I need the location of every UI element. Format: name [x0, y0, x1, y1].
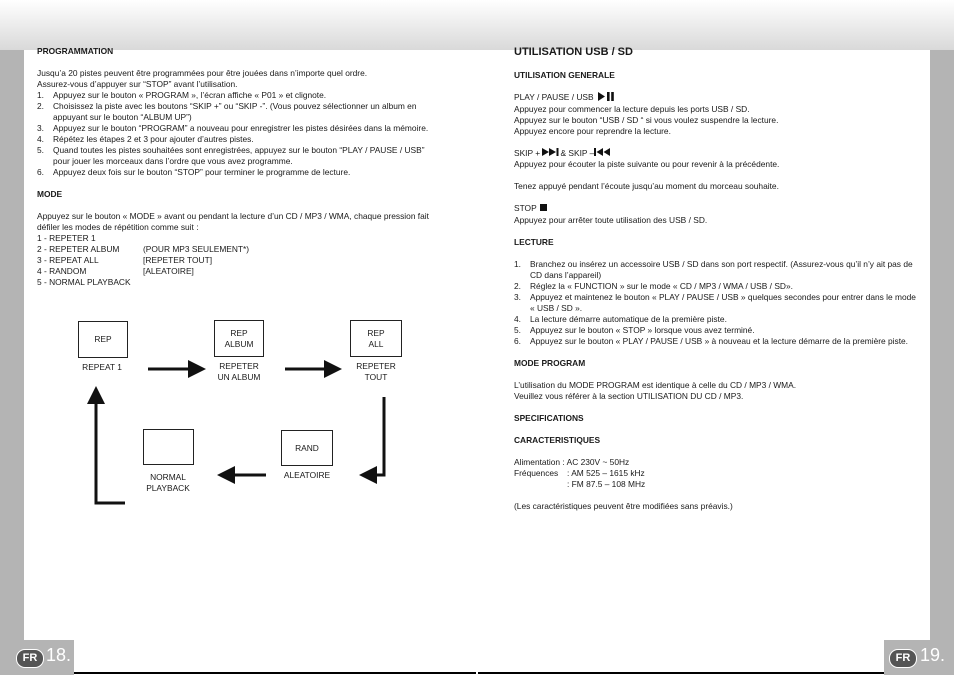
section-heading: CARACTERISTIQUES [514, 434, 601, 445]
list-item: 5. Quand toutes les pistes souhaitées sont enregistrées, appuyez sur le bouton “PLAY / PAUSE / USB” pour jouer les morceaux dans l’ordre que vous avez programme. [37, 145, 425, 166]
play-pause-label-row: PLAY / PAUSE / USB [514, 92, 919, 104]
spec-power: Alimentation : AC 230V ~ 50Hz [514, 456, 630, 467]
mode-box-rep-album: REP ALBUM [214, 320, 264, 357]
lang-badge: FR [16, 649, 44, 668]
spec-frequency-am: Fréquences : AM 525 – 1615 kHz [514, 467, 645, 478]
spec-note: (Les caractéristiques peuvent être modifiées sans préavis.) [514, 500, 733, 511]
list-item: 2. Choisissez la piste avec les boutons “SKIP +” ou “SKIP -”. (Vous pouvez sélectionner un album en appuyant sur le bouton “ALBUM UP”) [37, 101, 417, 122]
arrow-down-left-icon [365, 397, 384, 475]
list-item: 4. La lecture démarre automatique de la première piste. [514, 313, 727, 324]
right-column [514, 46, 919, 512]
caption-repeter-tout: REPETER TOUT [356, 361, 396, 382]
list-item: 4 - RANDOM [ALEATOIRE] [37, 266, 194, 276]
list-item: 6. Appuyez sur le bouton « PLAY / PAUSE / USB » à nouveau et la lecture démarre de la première piste. [514, 335, 909, 346]
page-number-right: 19. [920, 645, 946, 665]
mode-box-rep: REP [78, 321, 128, 358]
skip-next-icon [542, 148, 560, 159]
list-item: 5 - NORMAL PLAYBACK [37, 277, 131, 287]
paragraph: Appuyez sur le bouton « MODE » avant ou pendant la lecture d’un CD / MP3 / WMA, chaque pression fait défiler les modes de répétition comme suit : [37, 211, 429, 232]
page-number-left: 18. [46, 645, 72, 665]
mode-box-rand: RAND [281, 430, 333, 466]
list-item: 3. Appuyez et maintenez le bouton « PLAY / PAUSE / USB » quelques secondes pour entrer dans le mode « USB / SD ». [514, 291, 916, 313]
list-item: 3 - REPEAT ALL [REPETER TOUT] [37, 255, 213, 265]
skip-previous-icon [594, 148, 612, 159]
list-item: 1. Branchez ou insérez un accessoire USB / SD dans son port respectif. (Assurez-vous qu’il n’y ait pas de CD dans l’appareil) [514, 258, 913, 280]
section-heading: SPECIFICATIONS [514, 412, 584, 423]
paragraph: Veuillez vous référer à la section UTILISATION DU CD / MP3. [514, 390, 744, 401]
section-heading: MODE [37, 189, 63, 199]
list-item: 2 - REPETER ALBUM (POUR MP3 SEULEMENT*) [37, 244, 250, 254]
paragraph: Jusqu’a 20 pistes peuvent être programmées pour être jouées dans n’importe quel ordre. [37, 68, 368, 78]
list-item: 2. Réglez la « FUNCTION » sur le mode « CD / MP3 / WMA / USB / SD». [514, 280, 793, 291]
caption-normal-playback: NORMAL PLAYBACK [146, 472, 190, 493]
caption-aleatoire: ALEATOIRE [283, 470, 331, 480]
caption-repeat-1: REPEAT 1 [82, 362, 122, 372]
list-item: 1. Appuyez sur le bouton « PROGRAM », l’écran affiche « P01 » et clignote. [37, 90, 327, 100]
list-item: 3. Appuyez sur le bouton “PROGRAM” a nouveau pour enregistrer les pistes désirées dans la mémoire. [37, 123, 429, 133]
page-title: UTILISATION USB / SD [514, 46, 633, 58]
stop-label-row: STOP [514, 203, 919, 214]
spec-frequency-fm: : FM 87.5 – 108 MHz [567, 478, 646, 489]
lecture-steps [514, 259, 919, 347]
paragraph: Appuyez encore pour reprendre la lecture. [514, 126, 671, 136]
section-heading: PROGRAMMATION [37, 46, 114, 56]
paragraph: Tenez appuyé pendant l’écoute jusqu’au moment du morceau souhaite. [514, 181, 779, 192]
section-heading: MODE PROGRAM [514, 357, 586, 368]
list-item: 5. Appuyez sur le bouton « STOP » lorsque vous avez terminé. [514, 324, 755, 335]
stop-icon [539, 204, 548, 215]
list-item: 1 - REPETER 1 [37, 233, 96, 243]
paragraph: L’utilisation du MODE PROGRAM est identique à celle du CD / MP3 / WMA. [514, 379, 797, 390]
play-pause-icon [596, 92, 616, 104]
skip-label-row: SKIP + & SKIP – [514, 148, 919, 159]
caption-repeter-album: REPETER UN ALBUM [217, 361, 261, 382]
list-item: 4. Répétez les étapes 2 et 3 pour ajouter d’autres pistes. [37, 134, 254, 144]
section-heading: LECTURE [514, 236, 554, 247]
paragraph: Appuyez pour arrêter toute utilisation des USB / SD. [514, 214, 708, 225]
list-item: 6. Appuyez deux fois sur le bouton “STOP” pour terminer le programme de lecture. [37, 167, 351, 177]
lang-badge: FR [889, 649, 917, 668]
paragraph: Appuyez pour écouter la piste suivante ou pour revenir à la précédente. [514, 159, 780, 170]
section-heading: UTILISATION GENERALE [514, 70, 615, 80]
paragraph: Appuyez pour commencer la lecture depuis les ports USB / SD. [514, 104, 750, 114]
mode-box-rep-all: REP ALL [350, 320, 402, 357]
paragraph: Appuyez sur le bouton “USB / SD “ si vous voulez suspendre la lecture. [514, 115, 779, 125]
paragraph: Assurez-vous d’appuyer sur “STOP” avant l’utilisation. [37, 79, 238, 89]
arrow-left-up-icon [96, 392, 125, 503]
